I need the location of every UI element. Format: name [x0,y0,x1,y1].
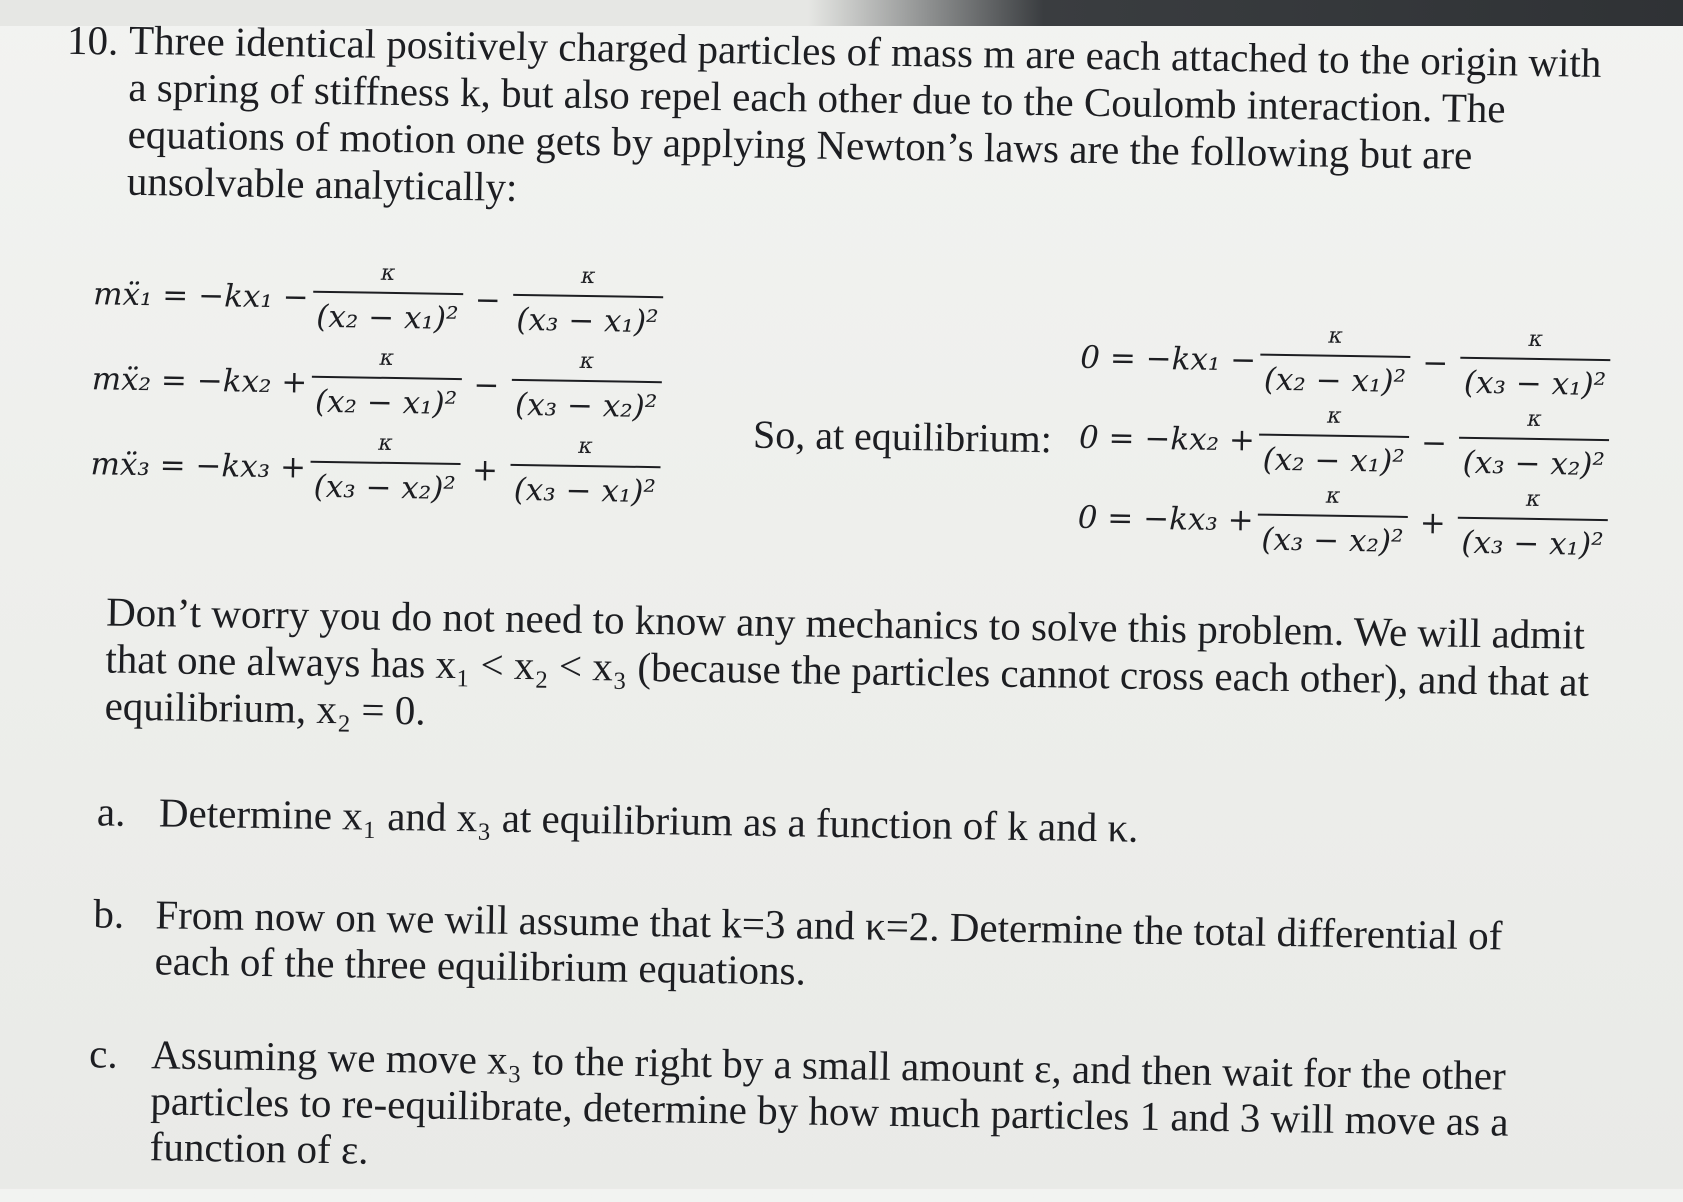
part-a [96,788,1597,851]
equilibrium-equation-1 [1080,320,1615,403]
assumption-note: Don’t worry you do not need to know any mechanics to solve this problem. We will admit that one always has x₁ < x₂ < x₃ (because the particles cannot cross each other), and that at equilibrium, x₂ = 0. [104,588,1590,734]
denominator: (x₃ − x₂)² [511,379,662,425]
motion-equation-3 [90,426,665,510]
denominator: (x₃ − x₁)² [509,464,660,510]
equilibrium-equation-3 [1077,480,1612,563]
problem-intro: Three identical positively charged particles of mass m are each attached to the origin with a spring of stiffness k, but also repel each other due to the Coulomb interaction. The equations of motion one gets by applying Newton’s laws are the following but are unsolvable analytically: [126,16,1602,210]
fraction [311,345,462,422]
denominator: (x₃ − x₂)² [1458,437,1609,483]
motion-equation-1 [93,256,668,340]
fraction [309,430,460,507]
operator: + [1419,504,1447,542]
fraction [1458,406,1609,483]
fraction [1257,483,1408,560]
denominator: (x₃ − x₂)² [309,461,460,507]
fraction [1258,403,1409,480]
numerator: κ [1525,486,1541,513]
problem-number: 10. [66,16,119,64]
fraction [509,433,660,510]
fraction [511,348,662,425]
part-text: Assuming we move x₃ to the right by a small amount ε, and then wait for the other particles to re-equilibrate, determine by how much particles 1 and 3 will move as a function of ε. [149,1031,1509,1173]
equation-lhs: mẍ₂ = −kx₂ + [91,360,308,401]
equilibrium-equation-2 [1078,400,1613,483]
numerator: κ [377,430,393,456]
equation-lhs: mẍ₃ = −kx₃ + [90,445,307,486]
part-letter: b. [93,890,125,937]
numerator: κ [578,433,593,460]
equilibrium-label: So, at equilibrium: [752,411,1053,462]
fraction [1457,486,1608,563]
operator: − [1420,424,1448,462]
fraction [512,263,663,340]
numerator: κ [380,260,396,287]
denominator: (x₂ − x₁)² [312,291,463,337]
part-b [93,890,1594,994]
operator: − [474,281,502,319]
numerator: κ [580,263,596,290]
equation-lhs: mẍ₁ = −kx₁ − [92,275,309,316]
equation-lhs: 0 = −kx₁ − [1080,339,1257,379]
fraction [312,260,463,337]
part-c [88,1030,1590,1173]
equation-lhs: 0 = −kx₂ + [1078,419,1256,459]
equation-lhs: 0 = −kx₃ + [1077,499,1254,539]
part-letter: c. [88,1030,119,1077]
motion-equation-2 [91,341,666,425]
denominator: (x₂ − x₁)² [311,376,462,422]
numerator: κ [579,348,595,375]
numerator: κ [1325,483,1341,509]
numerator: κ [1527,406,1542,433]
numerator: κ [1326,403,1342,429]
denominator: (x₃ − x₁)² [1460,357,1611,403]
fraction [1460,326,1611,403]
operator: − [1421,344,1449,382]
denominator: (x₃ − x₁)² [512,294,663,340]
denominator: (x₃ − x₂)² [1257,514,1408,560]
operator: + [471,451,499,489]
denominator: (x₂ − x₁)² [1258,434,1409,480]
numerator: κ [379,345,395,371]
denominator: (x₃ − x₁)² [1457,517,1608,563]
part-text: Determine x₁ and x₃ at equilibrium as a function of k and κ. [158,789,1139,851]
denominator: (x₂ − x₁)² [1260,354,1411,400]
fraction [1260,323,1411,400]
part-letter: a. [96,788,126,835]
numerator: κ [1528,326,1544,353]
part-text: From now on we will assume that k=3 and κ=2. Determine the total differential of each of the three equilibrium equations. [154,891,1503,994]
numerator: κ [1328,323,1344,349]
operator: − [473,366,500,404]
